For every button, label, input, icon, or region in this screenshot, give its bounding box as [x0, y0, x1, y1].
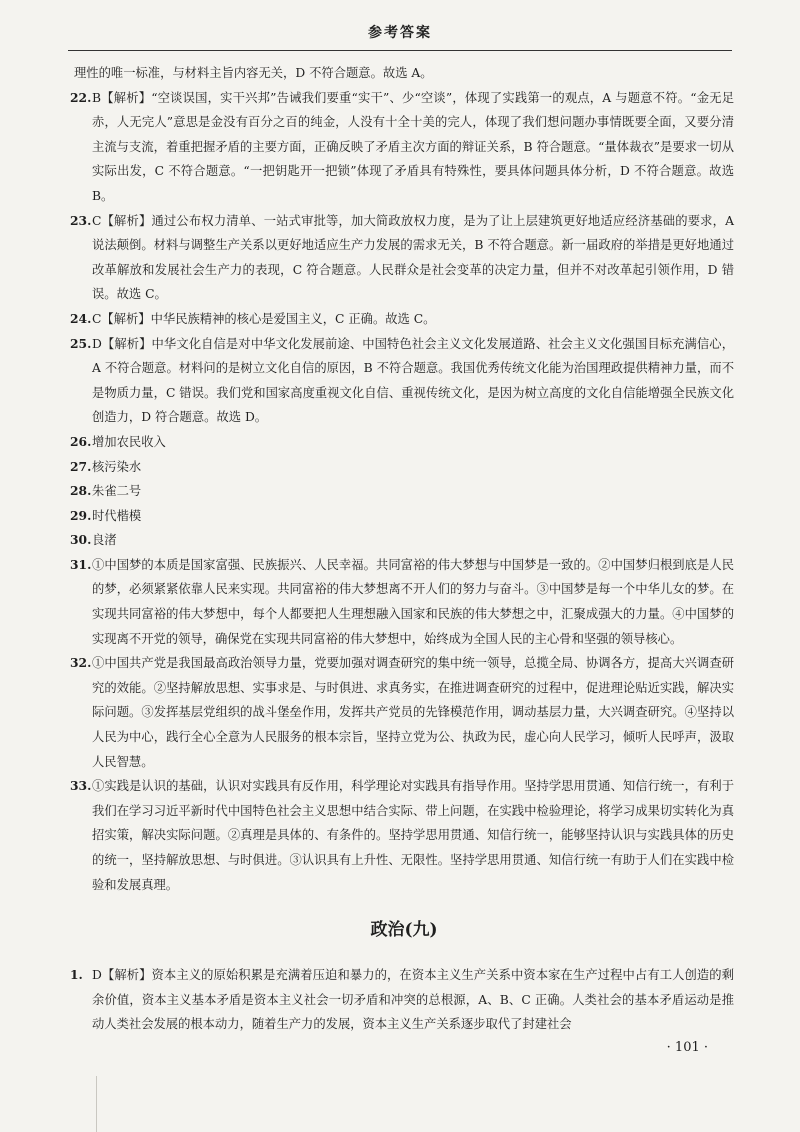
header-divider	[68, 50, 732, 51]
answer-number: 25.	[70, 335, 92, 351]
section-title: 政治(九)	[370, 920, 438, 941]
answer-number: 33.	[70, 778, 92, 794]
answer-item	[70, 479, 734, 504]
answer-text: D【解析】资本主义的原始积累是充满着压迫和暴力的，在资本主义生产关系中资本家在生产过程中占有工人创造的剩余价值，资本主义基本矛盾是资本主义社会一切矛盾和冲突的总根源，A、B、C 正确。人类社会的基本矛盾运动是推动人类社会发展的根本动力，随着生产力的发展，资本主义生产关系逐步取代了封建社会	[92, 968, 734, 1032]
answer-text: C【解析】通过公布权力清单、一站式审批等，加大简政放权力度，是为了让上层建筑更好地适应经济基础的要求，A 说法颠倒。材料与调整生产关系以更好地适应生产力发展的需求无关，B 不符合题意。新一届政府的举措是更好地通过改革解放和发展社会生产力的表现，C 符合题意。人民群众是社会变革的决定力量，但并不对改革起引领作用，D 错误。故选 C。	[92, 213, 734, 302]
answer-number: 26.	[70, 433, 92, 449]
answer-text: ①实践是认识的基础，认识对实践具有反作用，科学理论对实践具有指导作用。坚持学思用贯通、知信行统一，有利于我们在学习习近平新时代中国特色社会主义思想中结合实际、带上问题，在实践中检验理论，将学习成果切实转化为真招实策，解决实际问题。②真理是具体的、有条件的。坚持学思用贯通、知信行统一，能够坚持认识与实践具体的历史的统一，坚持解放思想、与时俱进。③认识具有上升性、无限性。坚持学思用贯通、知信行统一有助于人们在实践中检验和发展真理。	[92, 779, 734, 892]
answer-text: 增加农民收入	[92, 434, 166, 449]
answer-number: 29.	[70, 507, 92, 523]
answer-number: 32.	[70, 655, 92, 671]
answer-number: 23.	[70, 212, 92, 228]
answer-item	[70, 553, 734, 651]
answer-item	[74, 61, 734, 86]
answer-item	[70, 963, 734, 1037]
page-header-title: 参考答案	[368, 25, 432, 41]
answer-number: 22.	[70, 89, 92, 105]
answer-text: ①中国梦的本质是国家富强、民族振兴、人民幸福。共同富裕的伟大梦想与中国梦是一致的。②中国梦归根到底是人民的梦，必须紧紧依靠人民来实现。共同富裕的伟大梦想离不开人们的努力与奋斗。③中国梦是每一个中华儿女的梦。在实现共同富裕的伟大梦想中，每个人都要把人生理想融入国家和民族的伟大梦想之中，汇聚成强大的力量。④中国梦的实现离不开党的领导，确保党在实现共同富裕的伟大梦想中，始终成为全国人民的主心骨和坚强的领导核心。	[92, 557, 734, 646]
answer-number: 27.	[70, 458, 92, 474]
answer-item	[70, 307, 734, 332]
answers-part-2	[70, 963, 734, 1037]
answer-number: 24.	[70, 310, 92, 326]
answer-item	[70, 528, 734, 553]
answer-text: D【解析】中华文化自信是对中华文化发展前途、中国特色社会主义文化发展道路、社会主义文化强国目标充满信心，A 不符合题意。材料问的是树立文化自信的原因，B 不符合题意。我国优秀传统文化能为治国理政提供精神力量，而不是物质力量，C 错误。我们党和国家高度重视文化自信、重视传统文化，是因为树立高度的文化自信能增强全民族文化创造力，D 符合题意。故选 D。	[92, 336, 734, 425]
binding-margin-line	[96, 1076, 97, 1132]
answer-number: 31.	[70, 556, 92, 572]
answer-number: 28.	[70, 483, 92, 499]
answer-text: B【解析】“空谈误国，实干兴邦”告诫我们要重“实干”、少“空谈”，体现了实践第一的观点，A 与题意不符。“金无足赤，人无完人”意思是金没有百分之百的纯金，人没有十全十美的完人，体现了我们想问题办事情既要全面，又要分清主流与支流，着重把握矛盾的主要方面，正确反映了矛盾主次方面的辩证关系，B 符合题意。“量体裁衣”是要求一切从实际出发，C 不符合题意。“一把钥匙开一把锁”体现了矛盾具有特殊性，要具体问题具体分析，D 不符合题意。故选 B。	[92, 90, 734, 203]
answer-text: 核污染水	[92, 459, 142, 474]
answer-content	[70, 61, 734, 1037]
answer-item	[70, 430, 734, 455]
answer-text: ①中国共产党是我国最高政治领导力量，党要加强对调查研究的集中统一领导，总揽全局、协调各方，提高大兴调查研究的效能。②坚持解放思想、实事求是、与时俱进、求真务实，在推进调查研究的过程中，促进理论贴近实践，解决实际问题。③发挥基层党组织的战斗堡垒作用，发挥共产党员的先锋模范作用，调动基层力量，大兴调查研究。④坚持以人民为中心，践行全心全意为人民服务的根本宗旨，坚持立党为公、执政为民，虚心向人民学习，倾听人民呼声，汲取人民智慧。	[92, 656, 734, 769]
answer-text: 时代楷模	[92, 508, 142, 523]
answer-number: 1.	[70, 967, 83, 983]
page-number: · 101 ·	[666, 1040, 708, 1055]
answer-item	[70, 209, 734, 307]
answers-part-1	[70, 61, 734, 897]
answer-item	[70, 651, 734, 774]
answer-item	[70, 332, 734, 430]
answer-item	[70, 774, 734, 897]
answer-number: 30.	[70, 532, 92, 548]
answer-text: C【解析】中华民族精神的核心是爱国主义，C 正确。故选 C。	[92, 311, 436, 326]
answer-item	[70, 455, 734, 480]
answer-item	[70, 86, 734, 209]
answer-text: 良渚	[92, 533, 117, 548]
answer-item	[70, 504, 734, 529]
answer-text: 朱雀二号	[92, 484, 142, 499]
answer-text: 理性的唯一标准，与材料主旨内容无关，D 不符合题意。故选 A。	[74, 66, 433, 80]
